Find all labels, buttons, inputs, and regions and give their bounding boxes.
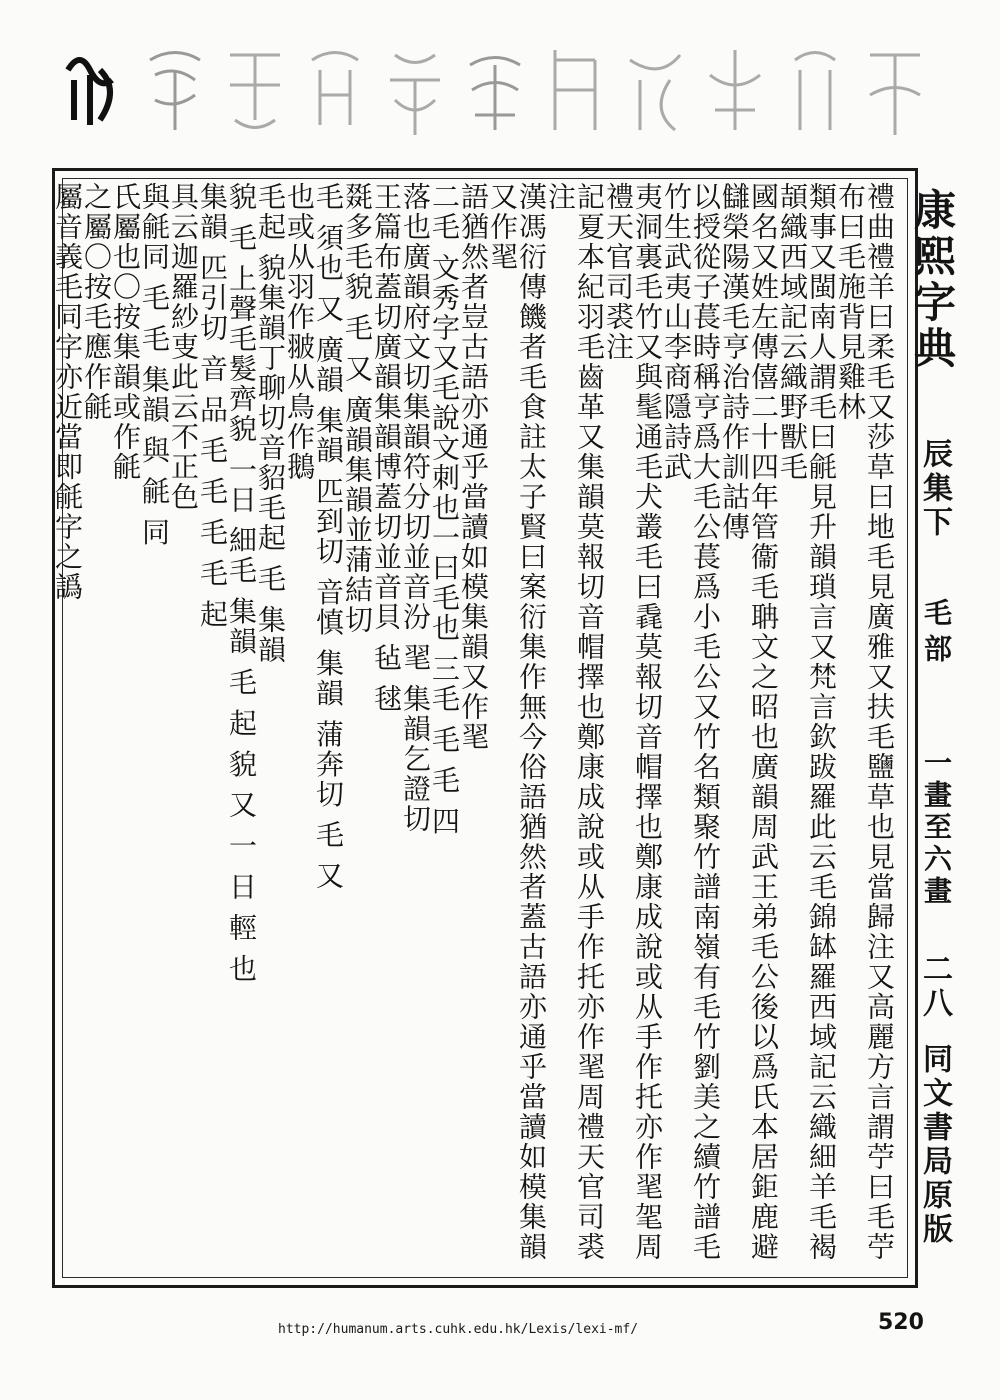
seal-glyph-1	[60, 40, 130, 140]
text-column: 也或从羽作翍从鳥作鵝	[283, 182, 316, 482]
seal-glyph-9	[700, 40, 770, 140]
text-column: 以授從子萇時稱亨爲大毛公萇爲小毛公又竹名類聚竹譜南嶺有毛竹劉美之續竹譜毛竹生武夷山李商隱詩武	[660, 182, 722, 1262]
seal-glyph-5	[380, 40, 450, 140]
seal-glyph-7	[540, 40, 610, 140]
text-column: 屬音義毛同字亦近當即毹字之譌	[51, 182, 84, 602]
text-column: 氏屬也〇按集韻或作毹	[109, 182, 142, 482]
text-column: 集韻 匹引切 音 品 毛 毛 毛 毛 起	[196, 182, 229, 630]
text-column: 落也廣韻府文切集韻符分切並音汾 毣 集韻乞證切	[399, 182, 432, 834]
seal-script-header	[50, 40, 950, 150]
text-column: 二毛 文秀字又毛說文刺也一曰毛也 三毛 毛 毛 四	[428, 182, 461, 837]
text-column: 具云迦羅紗叓此云不正色	[167, 182, 200, 512]
publisher-imprint: 同文書局原版	[917, 1043, 952, 1247]
text-column: 記夏本紀羽毛齒革又集韻莫報切音帽擇也鄭康成說或从手作托亦作毣周禮天官司裘注	[544, 182, 606, 1262]
page-number: 520	[878, 1310, 924, 1335]
text-column: 與毹同 毛 毛 集韻 與 毹 同	[138, 182, 171, 548]
stroke-range: 一畫至六畫	[920, 748, 953, 908]
dictionary-body	[51, 182, 896, 1274]
text-column: 毛起 貌集韻丁聊切音貂毛起 毛 集韻	[254, 182, 287, 665]
text-column: 貌 毛 上聲毛髮齊貌 一日 細毛 集韻 毛 起 貌 又 一 日 輕 也	[225, 182, 258, 984]
seal-glyph-6	[460, 40, 530, 140]
seal-glyph-3	[220, 40, 290, 140]
seal-glyph-4	[300, 40, 370, 140]
text-column: 禮曲禮羊曰柔毛又莎草曰地毛見廣雅又扶毛鹽草也見當歸注又高麗方言謂苧曰毛苧布曰毛施背見雞林	[834, 182, 896, 1262]
text-column: 類事又閩南人謂毛曰毹見升韻瑣言又梵言欽跋羅此云毛錦缽羅西域記云織細羊毛褐頡織西域記云織野獸毛	[776, 182, 838, 1262]
text-column: 毛 須也 又 廣韻 集韻 匹到切 音慎 集韻 蒲奔切 毛 又	[312, 182, 345, 892]
text-column: 漢馮衍傳饑者毛食註太子賢曰案衍集作無今俗語猶然者蓋古語亦通乎當讀如模集韻又作毣	[486, 182, 548, 1262]
text-column: 語猶然者豈古語亦通乎當讀如模集韻又作毣	[457, 182, 490, 752]
text-column: 之屬〇按毛應作毹	[80, 182, 113, 422]
seal-glyph-10	[780, 40, 850, 140]
radical-heading: 毛部	[920, 598, 953, 670]
text-column: 王篇布蓋切廣韻集韻博蓋切並音貝 毡 毬	[370, 182, 403, 714]
source-url[interactable]: http://humanum.arts.cuhk.edu.hk/Lexis/lexi-mf/	[278, 1322, 639, 1337]
book-title: 康熙字典	[908, 188, 957, 372]
running-head	[910, 188, 970, 1368]
seal-glyph-2	[140, 40, 210, 140]
text-column: 夷洞裏毛竹又與髦通毛犬叢毛曰毳莫報切音帽擇也鄭康成說或从手作托亦作毣毠周禮天官司裘注	[602, 182, 664, 1262]
seal-glyph-11	[860, 40, 930, 140]
text-column: 國名又姓左傳僖二十四年管衞毛聃文之昭也廣韻周武王弟毛公後以爲氏本居鉅鹿避讎榮陽漢毛亨治詩作訓詁傳	[718, 182, 780, 1262]
seal-glyph-8	[620, 40, 690, 140]
folio-number: 二八	[917, 953, 952, 1021]
text-column: 毲多毛貌 毛 又 廣韻集韻並蒲結切	[341, 182, 374, 635]
volume-section: 辰集下	[917, 438, 952, 540]
